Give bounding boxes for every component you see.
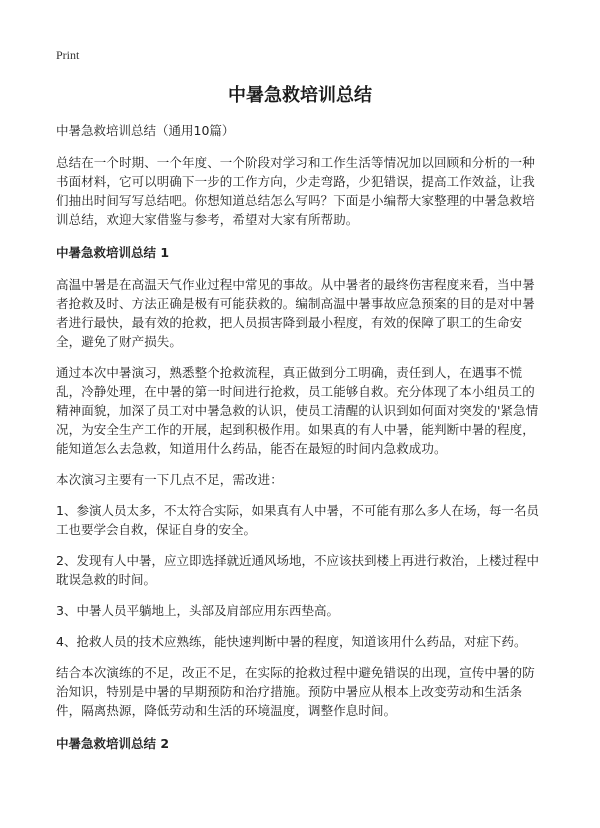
section-heading-1: 中暑急救培训总结 1 (56, 245, 170, 260)
document-subtitle: 中暑急救培训总结（通用10篇） (56, 123, 235, 138)
section1-paragraph-1: 高温中暑是在高温天气作业过程中常见的事故。从中暑者的最终伤害程度来看，当中暑者抢救及时、方法正确是极有可能获救的。编制高温中暑事故应急预案的目的是对中暑者进行最快，最有效的抢救，把人员损害降到最小程度，有效的保障了职工的生命安全，避免了财产损失。 (56, 277, 535, 349)
section-heading-2: 中暑急救培训总结 2 (56, 736, 170, 751)
section1-conclusion: 结合本次演练的不足，改正不足，在实际的抢救过程中避免错误的出现，宣传中暑的防治知识，特别是中暑的早期预防和治疗措施。预防中暑应从根本上改变劳动和生活条件，隔离热源，降低劳动和生活的环境温度，调整作息时间。 (56, 665, 535, 718)
print-link[interactable]: Print (56, 48, 80, 62)
intro-paragraph: 总结在一个时期、一个年度、一个阶段对学习和工作生活等情况加以回顾和分析的一种书面材料，它可以明确下一步的工作方向，少走弯路，少犯错误，提高工作效益，让我们抽出时间写写总结吧。你想知道总结怎么写吗？下面是小编帮大家整理的中暑急救培训总结，欢迎大家借鉴与参考，希望对大家有所帮助。 (56, 155, 535, 227)
section1-paragraph-2: 通过本次中暑演习，熟悉整个抢救流程，真正做到分工明确，责任到人，在遇事不慌乱，冷静处理，在中暑的第一时间进行抢救，员工能够自救。充分体现了本小组员工的精神面貌，加深了员工对中暑急救的认识，使员工清醒的认识到如何面对突发的'紧急情况，为安全生产工作的开展，起到积极作用。如果真的有人中暑，能判断中暑的程度，能知道怎么去急救，知道用什么药品，能否在最短的时间内急救成功。 (56, 365, 539, 456)
section1-paragraph-3: 本次演习主要有一下几点不足，需改进： (56, 472, 283, 487)
list-item: 1、参演人员太多，不太符合实际，如果真有人中暑，不可能有那么多人在场，每一名员工也要学会自救，保证自身的安全。 (56, 503, 539, 537)
page-title: 中暑急救培训总结 (228, 85, 372, 106)
list-item: 2、发现有人中暑，应立即选择就近通风场地，不应该扶到楼上再进行救治，上楼过程中耽误急救的时间。 (56, 553, 539, 587)
list-item: 3、中暑人员平躺地上，头部及肩部应用东西垫高。 (56, 603, 339, 618)
list-item: 4、抢救人员的技术应熟练，能快速判断中暑的程度，知道该用什么药品，对症下药。 (56, 634, 527, 649)
